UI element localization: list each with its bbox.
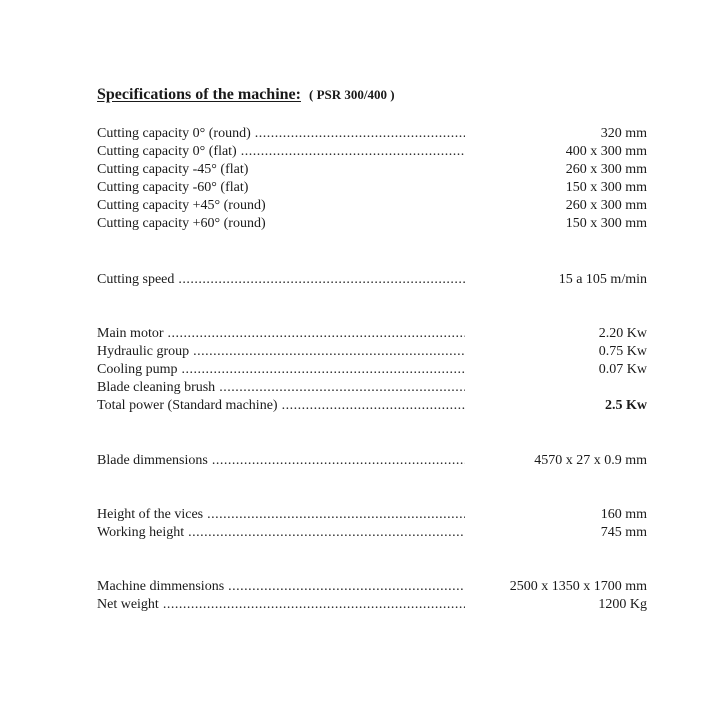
spec-value: 0.75 Kw (598, 344, 647, 359)
spec-row (97, 143, 647, 161)
spec-row (97, 215, 647, 233)
group-power (97, 325, 647, 415)
spec-label: Net weight ..... (97, 596, 465, 614)
spec-label: Cutting capacity -60° (flat) (97, 180, 249, 195)
spec-value: 150 x 300 mm (565, 216, 647, 231)
group-heights (97, 506, 647, 542)
total-power-value: 2.5 Kw (605, 398, 647, 413)
spec-row (97, 524, 647, 542)
group-machine (97, 578, 647, 614)
spec-label: Height of the vices ..... (97, 506, 465, 524)
spec-label: Blade cleaning brush ..... (97, 379, 465, 397)
spec-value: 260 x 300 mm (565, 162, 647, 177)
spec-row (97, 397, 647, 415)
spec-value: 15 a 105 m/min (558, 272, 647, 287)
spec-value: 150 x 300 mm (565, 180, 647, 195)
spec-label: Cutting capacity -45° (flat) (97, 162, 249, 177)
spec-label: Cutting speed ..... (97, 271, 465, 289)
spec-value: 320 mm (600, 126, 647, 141)
spec-label: Cutting capacity 0° (flat) ..... (97, 143, 465, 161)
spec-value: 4570 x 27 x 0.9 mm (534, 453, 647, 468)
spec-row (97, 125, 647, 143)
spec-label: Cutting capacity +60° (round) (97, 216, 266, 231)
spec-label: Blade dimmensions ..... (97, 452, 465, 470)
title-main: Specifications of the machine: (97, 86, 301, 103)
spec-row (97, 506, 647, 524)
spec-value: 2.20 Kw (598, 326, 647, 341)
spec-row (97, 161, 647, 179)
spec-label: Hydraulic group ..... (97, 343, 465, 361)
group-blade (97, 452, 647, 470)
spec-row (97, 578, 647, 596)
title-model: ( PSR 300/400 ) (308, 87, 395, 102)
spec-row (97, 452, 647, 470)
spec-value: 400 x 300 mm (565, 144, 647, 159)
spec-value: 2500 x 1350 x 1700 mm (509, 579, 647, 594)
spec-label: Main motor ..... (97, 325, 465, 343)
spec-value: 1200 Kg (598, 597, 647, 612)
spec-label: Cutting capacity 0° (round) ..... (97, 125, 465, 143)
spec-label: Working height ..... (97, 524, 465, 542)
spec-value: 0.07 Kw (598, 362, 647, 377)
spec-row (97, 343, 647, 361)
spec-value: 160 mm (600, 507, 647, 522)
spec-label: Cutting capacity +45° (round) (97, 198, 266, 213)
spec-label: Machine dimmensions ..... (97, 578, 465, 596)
spec-value: 260 x 300 mm (565, 198, 647, 213)
spec-row (97, 379, 647, 397)
spec-row (97, 325, 647, 343)
spec-label: Total power (Standard machine) ..... (97, 397, 465, 415)
spec-row (97, 197, 647, 215)
spec-value: 745 mm (600, 525, 647, 540)
group-cutting-speed (97, 271, 647, 289)
spec-row (97, 271, 647, 289)
group-cutting-capacity (97, 125, 647, 233)
spec-row (97, 596, 647, 614)
spec-row (97, 179, 647, 197)
spec-label: Cooling pump ..... (97, 361, 465, 379)
page-title (97, 86, 395, 104)
spec-row (97, 361, 647, 379)
